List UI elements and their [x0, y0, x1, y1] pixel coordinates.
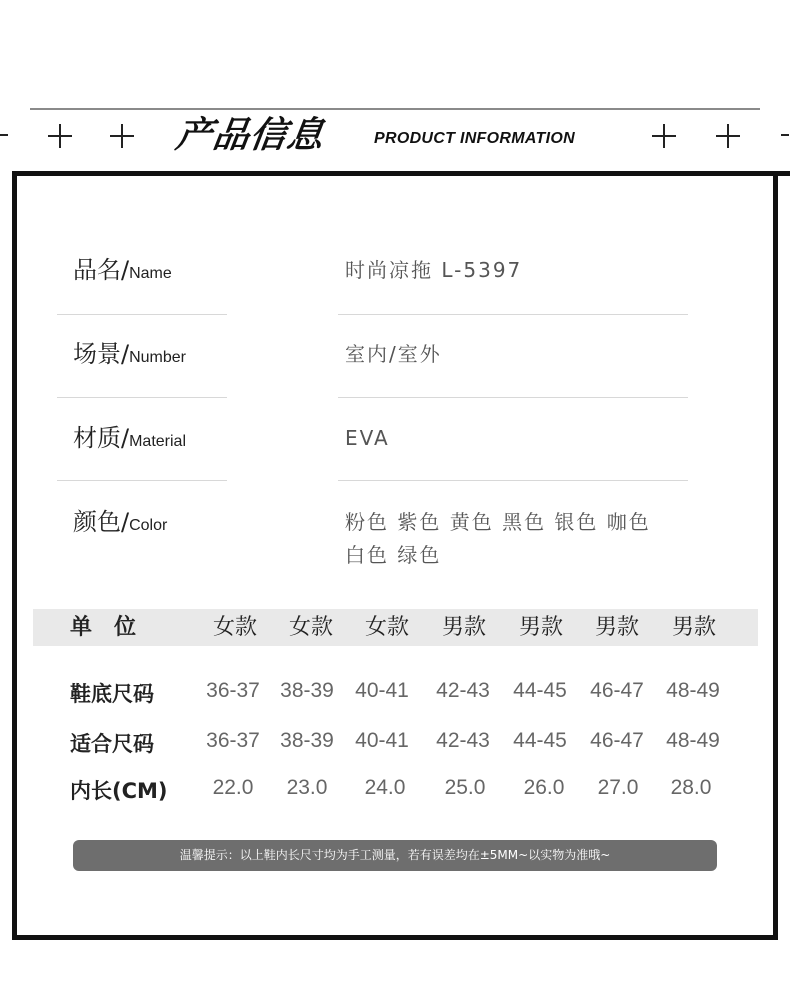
size-table-row-label: 适合尺码	[70, 732, 154, 756]
plus-icon	[110, 124, 134, 148]
info-value: 室内/室外	[345, 342, 442, 366]
color-list-line: 粉色 紫色 黄色 黑色 银色 咖色	[345, 510, 651, 534]
info-label-cn: 颜色/	[73, 508, 130, 536]
size-table-cell: 25.0	[444, 776, 486, 799]
size-table-cell: 40-41	[355, 729, 409, 752]
size-table-cell: 24.0	[364, 776, 406, 799]
info-label-cn: 品名/	[73, 256, 130, 284]
size-table-cell: 38-39	[280, 729, 334, 752]
size-table-cell: 42-43	[436, 729, 490, 752]
size-table-cell: 36-37	[206, 679, 260, 702]
size-table-cell: 28.0	[670, 776, 712, 799]
size-table-cell: 23.0	[286, 776, 328, 799]
size-table-cell: 42-43	[436, 679, 490, 702]
size-table-cell: 48-49	[666, 729, 720, 752]
plus-icon	[652, 124, 676, 148]
info-value: 时尚凉拖 L-5397	[345, 258, 523, 282]
size-table-header-cell: 女款	[364, 615, 409, 640]
size-table-cell: 46-47	[590, 729, 644, 752]
info-label-cn: 场景/	[73, 340, 130, 368]
info-value: EVA	[345, 426, 390, 450]
size-table-header-cell: 男款	[594, 615, 639, 640]
info-label-en: Number	[129, 349, 186, 366]
header-title-en: PRODUCT INFORMATION	[374, 130, 575, 147]
divider	[338, 397, 688, 398]
size-table-cell: 26.0	[523, 776, 565, 799]
divider	[57, 480, 227, 481]
size-table-cell: 36-37	[206, 729, 260, 752]
size-table-header-cell: 男款	[518, 615, 563, 640]
size-table-row-label: 鞋底尺码	[70, 682, 154, 706]
measurement-note: 温馨提示：以上鞋内长尺寸均为手工测量，若有误差均在±5MM~以实物为准哦~	[73, 840, 717, 871]
header-dash-left	[0, 134, 8, 136]
size-table-cell: 38-39	[280, 679, 334, 702]
info-label	[73, 254, 172, 290]
size-table-row-label: 内长(CM)	[70, 779, 168, 803]
size-table-header-cell: 单 位	[70, 615, 137, 640]
size-table-cell: 44-45	[513, 679, 567, 702]
info-label	[73, 338, 186, 374]
info-label	[73, 422, 186, 458]
size-table-cell: 27.0	[597, 776, 639, 799]
info-label	[73, 506, 167, 542]
info-label-en: Name	[129, 265, 172, 282]
plus-icon	[716, 124, 740, 148]
divider	[338, 314, 688, 315]
size-table-header-cell: 男款	[671, 615, 716, 640]
divider	[57, 397, 227, 398]
size-table-cell: 22.0	[212, 776, 254, 799]
info-value	[345, 506, 695, 572]
frame-top-extension	[765, 171, 790, 176]
info-label-en: Material	[129, 433, 186, 450]
info-label-en: Color	[129, 517, 168, 534]
size-table-cell: 46-47	[590, 679, 644, 702]
divider	[57, 314, 227, 315]
size-table-header-cell: 女款	[288, 615, 333, 640]
header-dash-right	[781, 134, 789, 136]
size-table-header	[33, 609, 758, 646]
size-table-cell: 48-49	[666, 679, 720, 702]
size-table-cell: 44-45	[513, 729, 567, 752]
plus-icon	[48, 124, 72, 148]
size-table-header-cell: 女款	[212, 615, 257, 640]
info-label-cn: 材质/	[73, 424, 130, 452]
size-table-header-cell: 男款	[441, 615, 486, 640]
color-list-line: 白色 绿色	[345, 543, 442, 567]
size-table-cell: 40-41	[355, 679, 409, 702]
header-title-cn: 产品信息	[173, 115, 327, 156]
divider	[338, 480, 688, 481]
header-top-rule	[30, 108, 760, 110]
